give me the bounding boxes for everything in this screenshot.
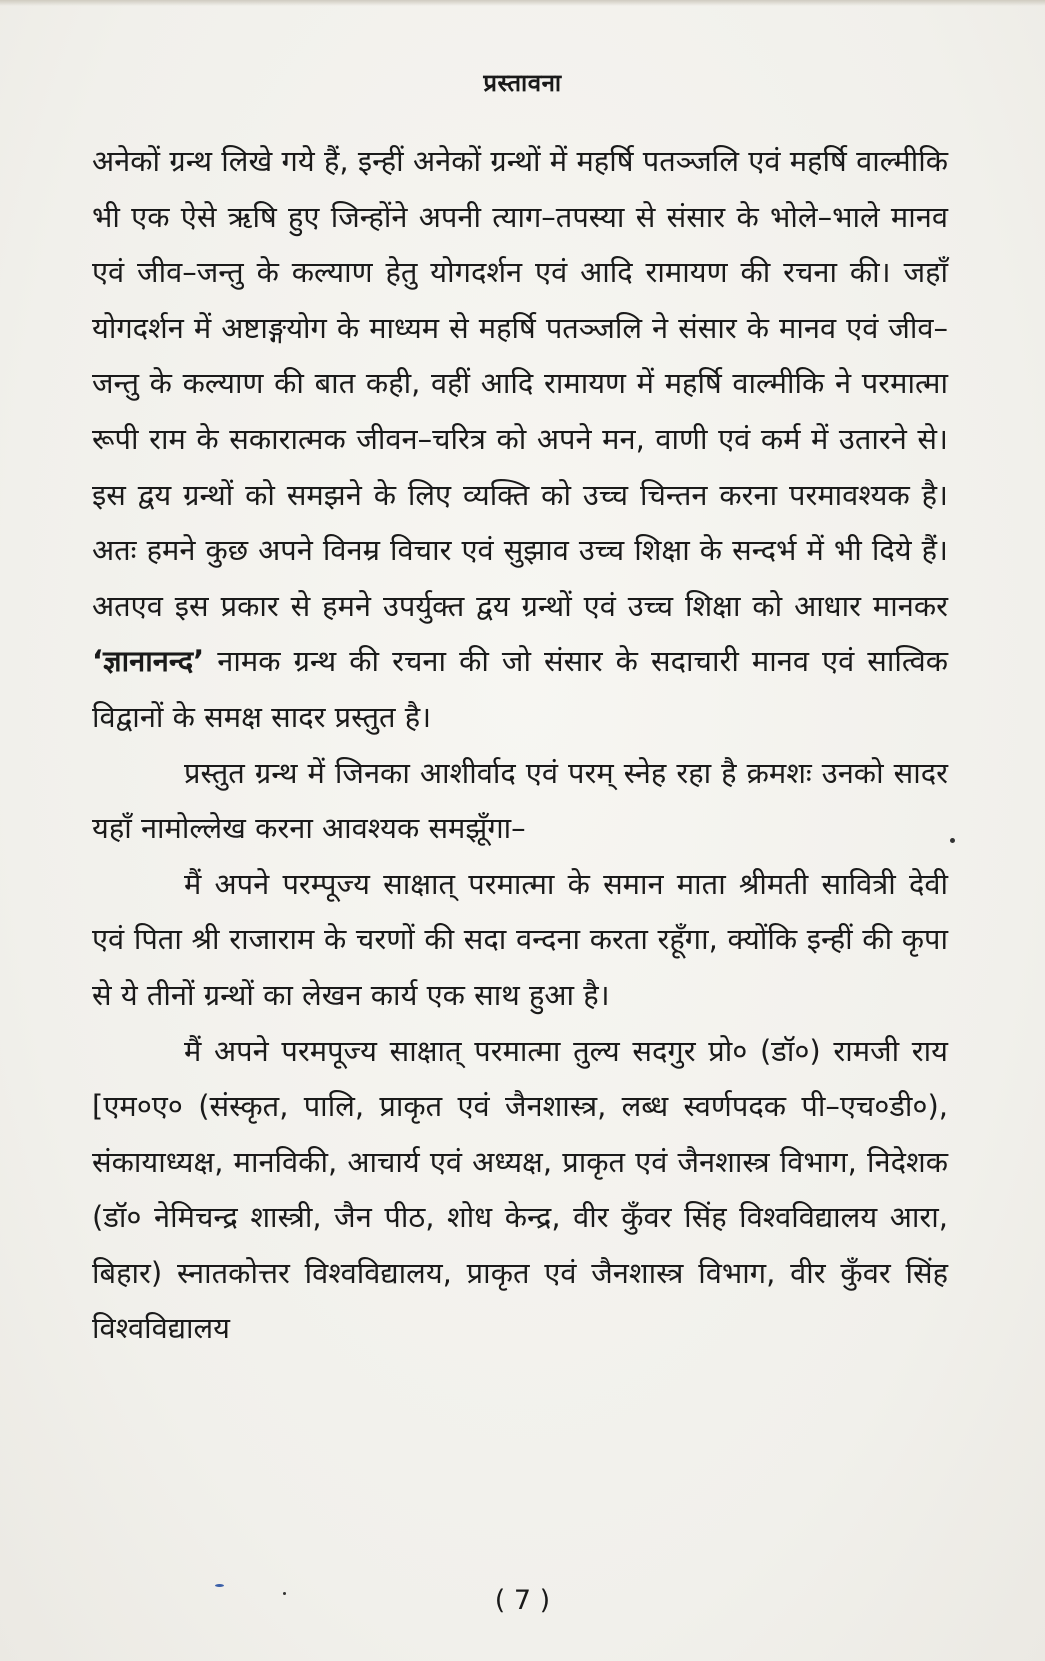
book-title: ‘ज्ञानानन्द’ xyxy=(92,644,205,679)
paragraph-1 xyxy=(92,134,948,746)
page-top-edge xyxy=(0,0,1045,6)
ink-speck xyxy=(283,1592,286,1595)
paragraph-3: मैं अपने परम्पूज्य साक्षात् परमात्मा के समान माता श्रीमती सावित्री देवी एवं पिता श्री राजाराम के चरणों की सदा वन्दना करता रहूँगा, क्योंकि इन्हीं की कृपा से ये तीनों ग्रन्थों का लेखन कार्य एक साथ हुआ है। xyxy=(92,866,948,1012)
paragraph-1-text-before: अनेकों ग्रन्थ लिखे गये हैं, इन्हीं अनेकों ग्रन्थों में महर्षि पतञ्जलि एवं महर्षि वाल्मीकि भी एक ऐसे ऋषि हुए जिन्होंने अपनी त्याग–तपस्या से संसार के भोले–भाले मानव एवं जीव–जन्तु के कल्याण हेतु योगदर्शन एवं आदि रामायण की रचना की। जहाँ योगदर्शन में अष्टाङ्गयोग के माध्यम से महर्षि पतञ्जलि ने संसार के मानव एवं जीव–जन्तु के कल्याण की बात कही, वहीं आदि रामायण में महर्षि वाल्मीकि ने परमात्मा रूपी राम के सकारात्मक जीवन–चरित्र को अपने मन, वाणी एवं कर्म में उतारने से। इस द्वय ग्रन्थों को समझने के लिए व्यक्ति को उच्च चिन्तन करना परमावश्यक है। अतः हमने कुछ अपने विनम्र विचार एवं सुझाव उच्च शिक्षा के सन्दर्भ में भी दिये हैं। अतएव इस प्रकार से हमने उपर्युक्त द्वय ग्रन्थों एवं उच्च शिक्षा को आधार मानकर xyxy=(92,144,948,623)
page-header: प्रस्तावना xyxy=(483,69,562,97)
page-number: ( 7 ) xyxy=(494,1585,551,1616)
paragraph-1-text-after: नामक ग्रन्थ की रचना की जो संसार के सदाचारी मानव एवं सात्विक विद्वानों के समक्ष सादर प्रस्तुत है। xyxy=(92,644,948,734)
page-body xyxy=(92,134,948,1357)
paragraph-4: मैं अपने परमपूज्य साक्षात् परमात्मा तुल्य सदगुर प्रो० (डॉ०) रामजी राय [एम०ए० (संस्कृत, पालि, प्राकृत एवं जैनशास्त्र, लब्ध स्वर्णपदक पी–एच०डी०), संकायाध्यक्ष, मानविकी, आचार्य एवं अध्यक्ष, प्राकृत एवं जैनशास्त्र विभाग, निदेशक (डॉ० नेमिचन्द्र शास्त्री, जैन पीठ, शोध केन्द्र, वीर कुँवर सिंह विश्वविद्यालय आरा, बिहार) स्नातकोत्तर विश्वविद्यालय, प्राकृत एवं जैनशास्त्र विभाग, वीर कुँवर सिंह विश्वविद्यालय xyxy=(92,1033,948,1346)
paragraph-2: प्रस्तुत ग्रन्थ में जिनका आशीर्वाद एवं परम् स्नेह रहा है क्रमशः उनको सादर यहाँ नामोल्लेख करना आवश्यक समझूँगा– xyxy=(92,755,948,846)
ink-speck xyxy=(215,1584,224,1587)
ink-speck xyxy=(950,838,955,843)
